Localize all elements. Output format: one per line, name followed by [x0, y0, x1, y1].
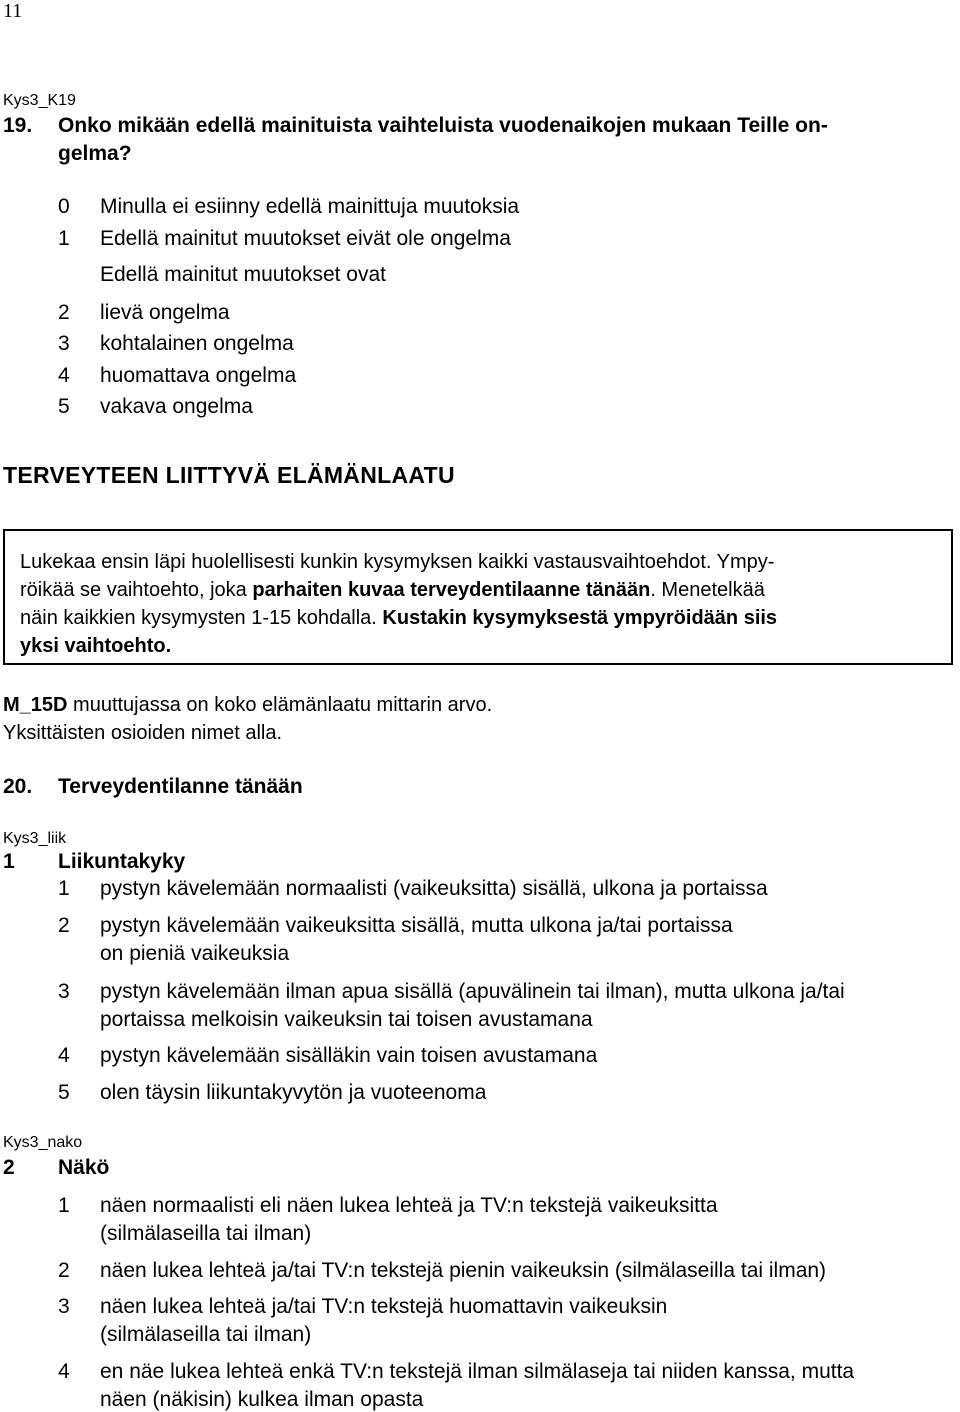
variable-name-q19: Kys3_K19 [3, 92, 76, 109]
option-number: 1 [58, 1194, 70, 1217]
instructions-line2 [20, 579, 765, 602]
option-text: kohtalainen ongelma [100, 332, 294, 355]
instructions-line1: Lukekaa ensin läpi huolellisesti kunkin kysymyksen kaikki vastausvaihtoehdot. Ympy- [20, 551, 775, 573]
note-line1 [3, 694, 492, 717]
option-number: 3 [58, 332, 70, 355]
question-text-19-line1: Onko mikään edellä mainituista vaihteluista vuodenaikojen mukaan Teille on- [58, 114, 828, 137]
variable-name-item1: Kys3_liik [3, 830, 67, 847]
option-text-continued: portaissa melkoisin vaikeuksin tai toisen avustamana [100, 1008, 593, 1031]
option-number: 3 [58, 1295, 70, 1318]
option-text: näen lukea lehteä ja/tai TV:n tekstejä huomattavin vaikeuksin [100, 1295, 668, 1318]
question-text-20: Terveydentilanne tänään [58, 775, 303, 798]
instructions-line3 [20, 607, 777, 630]
question-number-20: 20. [3, 775, 33, 798]
instructions-emphasis: Kustakin kysymyksestä ympyröidään siis [382, 607, 778, 629]
instructions-emphasis: yksi vaihtoehto. [20, 635, 172, 657]
instructions-text: röikää se vaihtoehto, joka [20, 579, 253, 601]
item-title-1: Liikuntakyky [58, 850, 186, 873]
note-variable: M_15D [3, 694, 68, 716]
question-number-19: 19. [3, 114, 33, 137]
section-title: TERVEYTEEN LIITTYVÄ ELÄMÄNLAATU [3, 462, 455, 488]
option-number: 4 [58, 1044, 70, 1067]
option-text-continued: (silmälaseilla tai ilman) [100, 1323, 312, 1346]
instructions-text: näin kaikkien kysymysten 1-15 kohdalla. [20, 607, 383, 629]
instructions-emphasis: parhaiten kuvaa terveydentilaanne tänään [252, 579, 651, 601]
item-number-1: 1 [3, 850, 15, 873]
option-subheading: Edellä mainitut muutokset ovat [100, 263, 386, 286]
option-text: pystyn kävelemään ilman apua sisällä (apuvälinein tai ilman), mutta ulkona ja/tai [100, 980, 845, 1003]
option-number: 3 [58, 980, 70, 1003]
option-number: 5 [58, 1081, 70, 1104]
option-text-continued: (silmälaseilla tai ilman) [100, 1222, 312, 1245]
option-text: pystyn kävelemään normaalisti (vaikeuksitta) sisällä, ulkona ja portaissa [100, 877, 768, 900]
option-text: Minulla ei esiinny edellä mainittuja muutoksia [100, 195, 520, 218]
option-text: Edellä mainitut muutokset eivät ole ongelma [100, 227, 511, 250]
option-text: huomattava ongelma [100, 364, 297, 387]
option-text: vakava ongelma [100, 395, 253, 418]
option-number: 1 [58, 227, 70, 250]
option-number: 0 [58, 195, 70, 218]
option-number: 4 [58, 364, 70, 387]
option-text-continued: näen (näkisin) kulkea ilman opasta [100, 1388, 424, 1411]
question-text-19-line2: gelma? [58, 142, 132, 165]
option-text: olen täysin liikuntakyvytön ja vuoteenoma [100, 1081, 487, 1104]
option-text: näen normaalisti eli näen lukea lehteä ja TV:n tekstejä vaikeuksitta [100, 1194, 718, 1217]
instructions-text: . Menetelkää [650, 579, 765, 601]
item-title-2: Näkö [58, 1156, 110, 1179]
page-number: 11 [3, 0, 23, 22]
option-number: 2 [58, 914, 70, 937]
option-number: 2 [58, 1259, 70, 1282]
option-text: pystyn kävelemään vaikeuksitta sisällä, mutta ulkona ja/tai portaissa [100, 914, 733, 937]
note-line2: Yksittäisten osioiden nimet alla. [3, 722, 283, 744]
note-text: muuttujassa on koko elämänlaatu mittarin arvo. [67, 694, 493, 716]
option-number: 2 [58, 301, 70, 324]
option-text-continued: on pieniä vaikeuksia [100, 942, 290, 965]
variable-name-item2: Kys3_nako [3, 1134, 83, 1151]
option-number: 4 [58, 1360, 70, 1383]
option-text: en näe lukea lehteä enkä TV:n tekstejä ilman silmälaseja tai niiden kanssa, mutta [100, 1360, 855, 1383]
instructions-line4 [20, 635, 171, 658]
option-text: näen lukea lehteä ja/tai TV:n tekstejä pienin vaikeuksin (silmälaseilla tai ilman) [100, 1259, 827, 1282]
option-number: 1 [58, 877, 70, 900]
instructions-box [3, 529, 953, 665]
option-text: pystyn kävelemään sisälläkin vain toisen avustamana [100, 1044, 598, 1067]
item-number-2: 2 [3, 1156, 15, 1179]
option-text: lievä ongelma [100, 301, 230, 324]
option-number: 5 [58, 395, 70, 418]
